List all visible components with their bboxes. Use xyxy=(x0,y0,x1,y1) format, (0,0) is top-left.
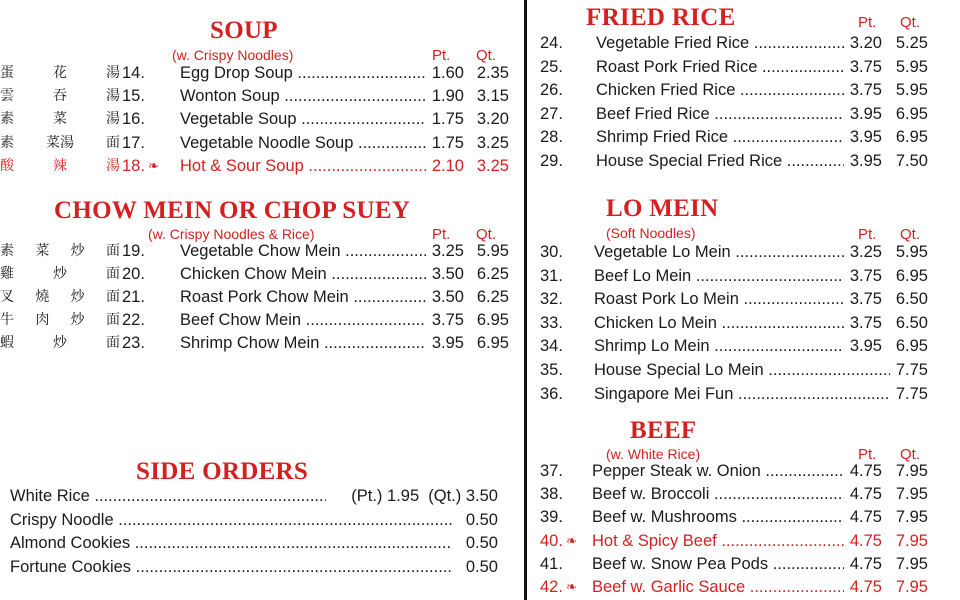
chinese-char: 牛 xyxy=(0,312,14,328)
quart-price: 6.95 xyxy=(476,311,509,329)
pint-price: 3.95 xyxy=(849,337,882,356)
pint-price: 3.50 xyxy=(431,288,464,306)
item-name: Beef w. Garlic Sauce ..... xyxy=(592,576,844,598)
menu-item-row xyxy=(530,483,960,505)
item-number: 25. xyxy=(540,57,563,76)
side-order-price: 0.50 xyxy=(465,534,498,553)
menu-item-row xyxy=(0,132,524,154)
item-number: 21. xyxy=(122,288,145,306)
chinese-char: 素 xyxy=(0,134,14,151)
chinese-char: 叉 xyxy=(0,289,14,305)
item-number: 15. xyxy=(122,87,145,106)
item-number: 18. xyxy=(122,156,145,175)
quart-price: 6.95 xyxy=(895,266,928,285)
item-number: 38. xyxy=(540,485,563,504)
chinese-char: 炒 xyxy=(70,243,85,259)
quart-price: 6.50 xyxy=(895,290,928,309)
pint-price: 3.75 xyxy=(431,311,464,329)
quart-price: 7.75 xyxy=(895,361,928,379)
chinese-name xyxy=(0,132,120,154)
chinese-name xyxy=(0,332,120,354)
item-number: 35. xyxy=(540,361,563,379)
item-name: Roast Pork Fried Rice ..... xyxy=(596,56,844,78)
menu-item-row xyxy=(0,62,524,84)
lo-mein-qt-header: Qt. xyxy=(900,226,921,243)
quart-price: 5.95 xyxy=(895,57,928,76)
quart-price: 5.95 xyxy=(895,243,928,261)
item-name: Hot & Sour Soup ..... xyxy=(180,155,426,177)
pint-price: 3.75 xyxy=(849,57,882,76)
item-number: 31. xyxy=(540,266,563,285)
menu-item-row xyxy=(530,335,960,357)
pint-price: 4.75 xyxy=(849,554,882,573)
pint-price: 4.75 xyxy=(849,508,882,527)
item-number: 36. xyxy=(540,384,563,403)
chinese-char: 蛋 xyxy=(0,65,14,81)
soup-subtitle: (w. Crispy Noodles) xyxy=(172,47,294,63)
quart-price: 6.25 xyxy=(476,288,509,306)
item-name: Beef w. Broccoli ..... xyxy=(592,483,844,505)
menu-item-row xyxy=(530,553,960,575)
pint-price: 3.95 xyxy=(849,128,882,146)
item-number: 28. xyxy=(540,128,563,146)
side-order-name: Crispy Noodle ..... xyxy=(10,509,452,531)
menu-item-row xyxy=(530,265,960,287)
item-name: Vegetable Lo Mein ..... xyxy=(594,241,844,263)
item-name: Hot & Spicy Beef ..... xyxy=(592,530,844,552)
item-number: 33. xyxy=(540,313,563,332)
menu-item-row xyxy=(530,126,960,148)
column-divider xyxy=(524,0,527,600)
item-number: 30. xyxy=(540,243,563,261)
menu-item-row xyxy=(530,359,960,381)
chinese-name xyxy=(0,85,120,107)
chinese-char: 肉 xyxy=(35,312,50,328)
item-name: Beef w. Snow Pea Pods ..... xyxy=(592,553,844,575)
item-name: Roast Pork Lo Mein ..... xyxy=(594,288,844,310)
item-name: Shrimp Lo Mein ..... xyxy=(594,335,844,357)
quart-price: 7.95 xyxy=(895,531,928,550)
item-name: Egg Drop Soup ..... xyxy=(180,62,426,84)
item-number: 23. xyxy=(122,334,145,352)
pint-price: 3.25 xyxy=(431,242,464,260)
quart-price: 6.95 xyxy=(895,337,928,356)
menu-item-row xyxy=(530,56,960,78)
item-number: 22. xyxy=(122,311,145,329)
pint-price: 3.95 xyxy=(431,334,464,352)
item-number: 39. xyxy=(540,508,563,527)
chinese-char: 炒 xyxy=(70,312,85,328)
menu-item-row xyxy=(0,263,524,285)
side-order-row xyxy=(0,532,524,554)
menu-item-row xyxy=(530,103,960,125)
item-name: Shrimp Chow Mein ..... xyxy=(180,332,426,354)
quart-price: 3.25 xyxy=(476,156,509,175)
chinese-char: 面 xyxy=(106,335,120,351)
item-number: 14. xyxy=(122,64,145,82)
beef-qt-header: Qt. xyxy=(900,446,921,463)
chow-mein-subtitle: (w. Crispy Noodles & Rice) xyxy=(148,226,315,242)
quart-price: 7.95 xyxy=(895,578,928,596)
item-name: House Special Lo Mein ..... xyxy=(594,359,890,381)
pint-price: 3.75 xyxy=(849,290,882,309)
lo-mein-pt-header: Pt. xyxy=(858,226,877,243)
pint-price: 1.90 xyxy=(431,87,464,106)
menu-item-row xyxy=(530,530,960,552)
item-number: 27. xyxy=(540,104,563,123)
side-order-price: 0.50 xyxy=(465,558,498,577)
beef-subtitle: (w. White Rice) xyxy=(606,446,701,462)
chinese-char: 湯 xyxy=(106,111,120,128)
quart-price: 3.25 xyxy=(476,133,509,152)
pint-price: 3.75 xyxy=(849,81,882,99)
pint-price: 3.75 xyxy=(849,266,882,285)
chinese-char: 湯 xyxy=(106,65,120,81)
item-number: 19. xyxy=(122,242,145,260)
item-name: Chicken Fried Rice ..... xyxy=(596,79,844,101)
pint-price: 3.25 xyxy=(849,243,882,261)
quart-price: 5.95 xyxy=(476,242,509,260)
chinese-char: 炒 xyxy=(53,266,67,282)
chinese-char: 酸 xyxy=(0,157,14,174)
chinese-char: 面 xyxy=(105,289,120,305)
chili-pepper-icon: ❧ xyxy=(566,579,577,594)
pint-price: 4.75 xyxy=(849,462,882,480)
chinese-name xyxy=(0,108,120,130)
item-name: Vegetable Soup ..... xyxy=(180,108,426,130)
pint-price: 4.75 xyxy=(849,531,882,550)
menu-item-row xyxy=(530,506,960,528)
pint-price: 1.60 xyxy=(431,64,464,82)
chinese-name xyxy=(0,240,120,262)
chinese-char: 吞 xyxy=(53,88,67,105)
item-name: Pepper Steak w. Onion ..... xyxy=(592,460,844,482)
item-name: Beef Fried Rice ..... xyxy=(596,103,844,125)
chinese-char: 雲 xyxy=(0,88,14,105)
menu-item-row xyxy=(0,332,524,354)
quart-price: 6.95 xyxy=(895,128,928,146)
chinese-char: 面 xyxy=(105,312,120,328)
quart-price: 6.95 xyxy=(895,104,928,123)
lo-mein-subtitle: (Soft Noodles) xyxy=(606,225,696,241)
chinese-char: 菜 xyxy=(35,243,50,259)
item-name: Roast Pork Chow Mein ..... xyxy=(180,286,426,308)
pint-price: 2.10 xyxy=(431,156,464,175)
chili-pepper-icon: ❧ xyxy=(566,532,577,548)
chinese-char: 菜 xyxy=(53,111,67,128)
chinese-char: 面 xyxy=(106,266,120,282)
item-number: 42. xyxy=(540,578,563,596)
side-order-name: White Rice ..... xyxy=(10,485,326,507)
menu-right-column xyxy=(530,0,960,600)
side-order-row xyxy=(0,509,524,531)
item-number: 20. xyxy=(122,265,145,283)
chinese-char: 面 xyxy=(106,134,120,151)
chinese-char: 面 xyxy=(105,243,120,259)
side-orders-title: SIDE ORDERS xyxy=(136,458,309,485)
menu-item-row xyxy=(0,286,524,308)
side-order-price: 0.50 xyxy=(465,510,498,529)
menu-item-row xyxy=(0,85,524,107)
menu-item-row xyxy=(530,32,960,54)
quart-price: 7.95 xyxy=(895,554,928,573)
menu-item-row xyxy=(530,460,960,482)
quart-price: 3.20 xyxy=(476,110,509,129)
quart-price: 3.15 xyxy=(476,87,509,106)
item-number: 26. xyxy=(540,81,563,99)
chinese-name xyxy=(0,309,120,331)
item-number: 32. xyxy=(540,290,563,309)
chow-mein-title: CHOW MEIN OR CHOP SUEY xyxy=(54,197,411,224)
chinese-name xyxy=(0,155,120,177)
side-order-row xyxy=(0,556,524,578)
chinese-char: 炒 xyxy=(53,335,67,351)
pint-price: 4.75 xyxy=(849,578,882,596)
item-number: 37. xyxy=(540,462,563,480)
chinese-name xyxy=(0,286,120,308)
chinese-char: 素 xyxy=(0,243,14,259)
menu-item-row xyxy=(530,288,960,310)
menu-item-row xyxy=(530,241,960,263)
chinese-char: 蝦 xyxy=(0,335,14,351)
quart-price: 6.50 xyxy=(895,313,928,332)
menu-item-row xyxy=(530,150,960,172)
side-order-row xyxy=(0,485,524,507)
chinese-char: 燒 xyxy=(35,289,50,305)
item-name: Vegetable Noodle Soup ..... xyxy=(180,132,426,154)
menu-item-row xyxy=(0,155,524,177)
chinese-char: 素 xyxy=(0,111,14,128)
lo-mein-title: LO MEIN xyxy=(606,195,719,222)
menu-item-row xyxy=(0,240,524,262)
menu-item-row xyxy=(530,312,960,334)
pint-price: 3.20 xyxy=(849,34,882,52)
chow-mein-qt-header: Qt. xyxy=(476,226,497,243)
item-number: 16. xyxy=(122,110,145,129)
pint-price: 1.75 xyxy=(431,133,464,152)
item-number: 40. xyxy=(540,531,563,550)
item-number: 24. xyxy=(540,34,563,52)
quart-price: 5.25 xyxy=(895,34,928,52)
item-number: 41. xyxy=(540,554,563,573)
soup-title: SOUP xyxy=(210,17,278,44)
item-name: Beef Chow Mein ..... xyxy=(180,309,426,331)
chinese-char: 炒 xyxy=(70,289,85,305)
side-order-price: (Pt.) 1.95 (Qt.) 3.50 xyxy=(351,487,498,505)
menu-item-row xyxy=(530,576,960,598)
item-name: Wonton Soup ..... xyxy=(180,85,426,107)
chow-mein-pt-header: Pt. xyxy=(432,226,451,243)
fried-rice-title: FRIED RICE xyxy=(586,4,736,31)
chinese-char: 雞 xyxy=(0,266,14,282)
pint-price: 3.75 xyxy=(849,313,882,332)
pint-price: 3.50 xyxy=(431,265,464,283)
fried-rice-qt-header: Qt. xyxy=(900,14,921,31)
pint-price: 3.95 xyxy=(849,104,882,123)
pint-price: 3.95 xyxy=(849,151,882,170)
quart-price: 2.35 xyxy=(476,64,509,82)
quart-price: 6.95 xyxy=(476,334,509,352)
item-name: Singapore Mei Fun ..... xyxy=(594,383,890,405)
quart-price: 7.75 xyxy=(895,384,928,403)
quart-price: 7.95 xyxy=(895,508,928,527)
item-name: Vegetable Chow Mein ..... xyxy=(180,240,426,262)
item-name: Shrimp Fried Rice ..... xyxy=(596,126,844,148)
quart-price: 6.25 xyxy=(476,265,509,283)
item-name: Beef w. Mushrooms ..... xyxy=(592,506,844,528)
item-name: Vegetable Fried Rice ..... xyxy=(596,32,844,54)
item-number: 29. xyxy=(540,151,563,170)
beef-pt-header: Pt. xyxy=(858,446,877,463)
quart-price: 5.95 xyxy=(895,81,928,99)
chinese-char: 湯 xyxy=(106,157,120,174)
item-name: Beef Lo Mein ..... xyxy=(594,265,844,287)
item-name: Chicken Lo Mein ..... xyxy=(594,312,844,334)
pint-price: 4.75 xyxy=(849,485,882,504)
item-number: 34. xyxy=(540,337,563,356)
menu-item-row xyxy=(0,108,524,130)
item-name: House Special Fried Rice ..... xyxy=(596,150,844,172)
soup-qt-header: Qt. xyxy=(476,47,497,64)
side-order-name: Fortune Cookies ..... xyxy=(10,556,452,578)
chinese-name xyxy=(0,62,120,84)
chili-pepper-icon: ❧ xyxy=(148,157,159,173)
quart-price: 7.95 xyxy=(895,485,928,504)
side-order-name: Almond Cookies ..... xyxy=(10,532,452,554)
quart-price: 7.95 xyxy=(895,462,928,480)
chinese-char: 辣 xyxy=(53,157,67,174)
chinese-char: 菜湯 xyxy=(46,134,74,151)
soup-pt-header: Pt. xyxy=(432,47,451,64)
item-name: Chicken Chow Mein ..... xyxy=(180,263,426,285)
chinese-name xyxy=(0,263,120,285)
beef-title: BEEF xyxy=(630,417,697,444)
chinese-char: 花 xyxy=(53,65,67,81)
item-number: 17. xyxy=(122,133,145,152)
fried-rice-pt-header: Pt. xyxy=(858,14,877,31)
chinese-char: 湯 xyxy=(106,88,120,105)
quart-price: 7.50 xyxy=(895,151,928,170)
menu-item-row xyxy=(0,309,524,331)
menu-item-row xyxy=(530,383,960,405)
pint-price: 1.75 xyxy=(431,110,464,129)
menu-item-row xyxy=(530,79,960,101)
